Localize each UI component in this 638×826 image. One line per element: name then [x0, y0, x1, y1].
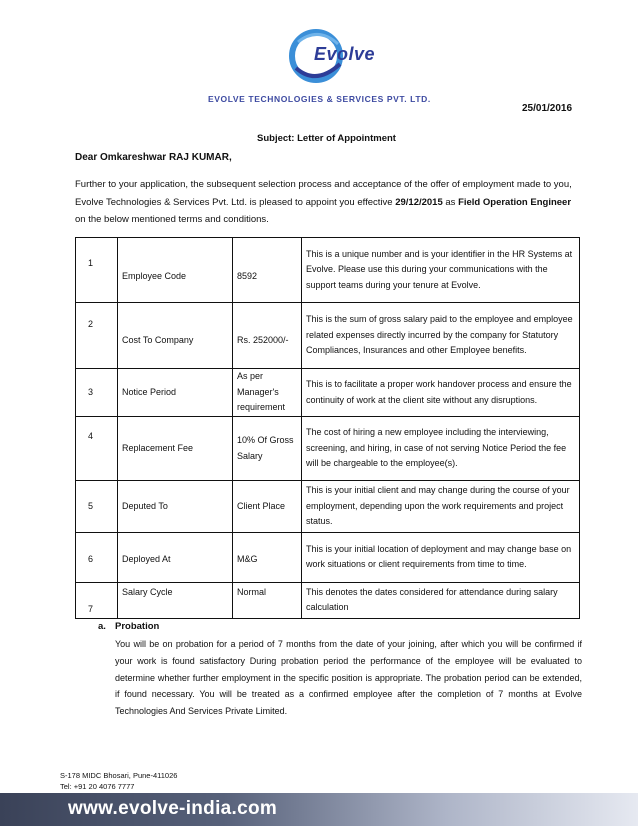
table-row — [76, 238, 580, 303]
term-value: Rs. 252000/- — [233, 303, 302, 369]
term-value: 8592 — [233, 238, 302, 303]
intro-text-1: Further to your application, the subsequent selection process and acceptance of the offer of employment made to you, Evolve Technologies & Services Pvt. Ltd. is pleased to appoint you effective — [75, 179, 572, 208]
probation-title: Probation — [115, 621, 160, 632]
designation: Field Operation Engineer — [458, 196, 572, 208]
intro-text-2: as — [442, 196, 459, 208]
probation-heading — [98, 621, 159, 632]
term-description: The cost of hiring a new employee including the interviewing, screening, and hiring, in case of not serving Notice Period the fee will be chargeable to the employee(s). — [302, 417, 580, 481]
logo-text: Evolve — [314, 44, 376, 64]
term-name: Deployed At — [118, 532, 233, 582]
table-row — [76, 532, 580, 582]
list-marker: a. — [98, 621, 106, 632]
row-number: 1 — [76, 238, 118, 303]
row-number: 3 — [76, 369, 118, 417]
company-name: EVOLVE TECHNOLOGIES & SERVICES PVT. LTD. — [208, 94, 431, 104]
row-number: 5 — [76, 481, 118, 533]
table-row — [76, 582, 580, 618]
terms-table — [75, 237, 580, 619]
term-description: This is your initial location of deployment and may change base on work situations or client requirements from time to time. — [302, 532, 580, 582]
row-number: 2 — [76, 303, 118, 369]
term-value: 10% Of Gross Salary — [233, 417, 302, 481]
term-value: M&G — [233, 532, 302, 582]
table-row — [76, 303, 580, 369]
table-row — [76, 369, 580, 417]
phone-line: Tel: +91 20 4076 7777 — [60, 782, 135, 791]
website-link[interactable]: www.evolve-india.com — [68, 798, 278, 819]
row-number: 4 — [76, 417, 118, 481]
term-description: This denotes the dates considered for attendance during salary calculation — [302, 582, 580, 618]
term-name: Deputed To — [118, 481, 233, 533]
term-description: This is your initial client and may change during the course of your employment, depending upon the work requirements and project status. — [302, 481, 580, 533]
row-number: 7 — [76, 582, 118, 618]
row-number: 6 — [76, 532, 118, 582]
letter-date: 25/01/2016 — [522, 103, 573, 114]
term-value: Normal — [233, 582, 302, 618]
company-address — [60, 770, 177, 792]
address-line: S-178 MIDC Bhosari, Pune-411026 — [60, 771, 178, 780]
term-description: This is the sum of gross salary paid to the employee and employee related expenses directly incurred by the company for Statutory Compliances, Insurances and other Employee benefits. — [302, 303, 580, 369]
term-name: Notice Period — [118, 369, 233, 417]
effective-date: 29/12/2015 — [395, 196, 443, 208]
term-description: This is to facilitate a proper work handover process and ensure the continuity of work at the client site without any disruptions. — [302, 369, 580, 417]
probation-text: You will be on probation for a period of 7 months from the date of your joining, after which you will be confirmed if your work is found satisfactory During probation period the performance of the employee will be evaluated to determine whether further employment in the specific position is appropriate. The probation period can be extended, if found necessary. You will be treated as a confirmed employee after the completion of 7 months at Evolve Technologies And Services Private Limited. — [115, 639, 582, 717]
table-row — [76, 417, 580, 481]
term-value: As per Manager's requirement — [233, 369, 302, 417]
term-name: Employee Code — [118, 238, 233, 303]
intro-paragraph — [75, 176, 580, 229]
term-value: Client Place — [233, 481, 302, 533]
letter-subject: Subject: Letter of Appointment — [257, 133, 396, 144]
term-description: This is a unique number and is your identifier in the HR Systems at Evolve. Please use this during your communications with the support teams during your tenure at Evolve. — [302, 238, 580, 303]
term-name: Replacement Fee — [118, 417, 233, 481]
term-name: Cost To Company — [118, 303, 233, 369]
intro-text-3: on the below mentioned terms and conditions. — [75, 214, 269, 225]
salutation: Dear Omkareshwar RAJ KUMAR, — [75, 152, 232, 163]
table-row — [76, 481, 580, 533]
term-name: Salary Cycle — [118, 582, 233, 618]
